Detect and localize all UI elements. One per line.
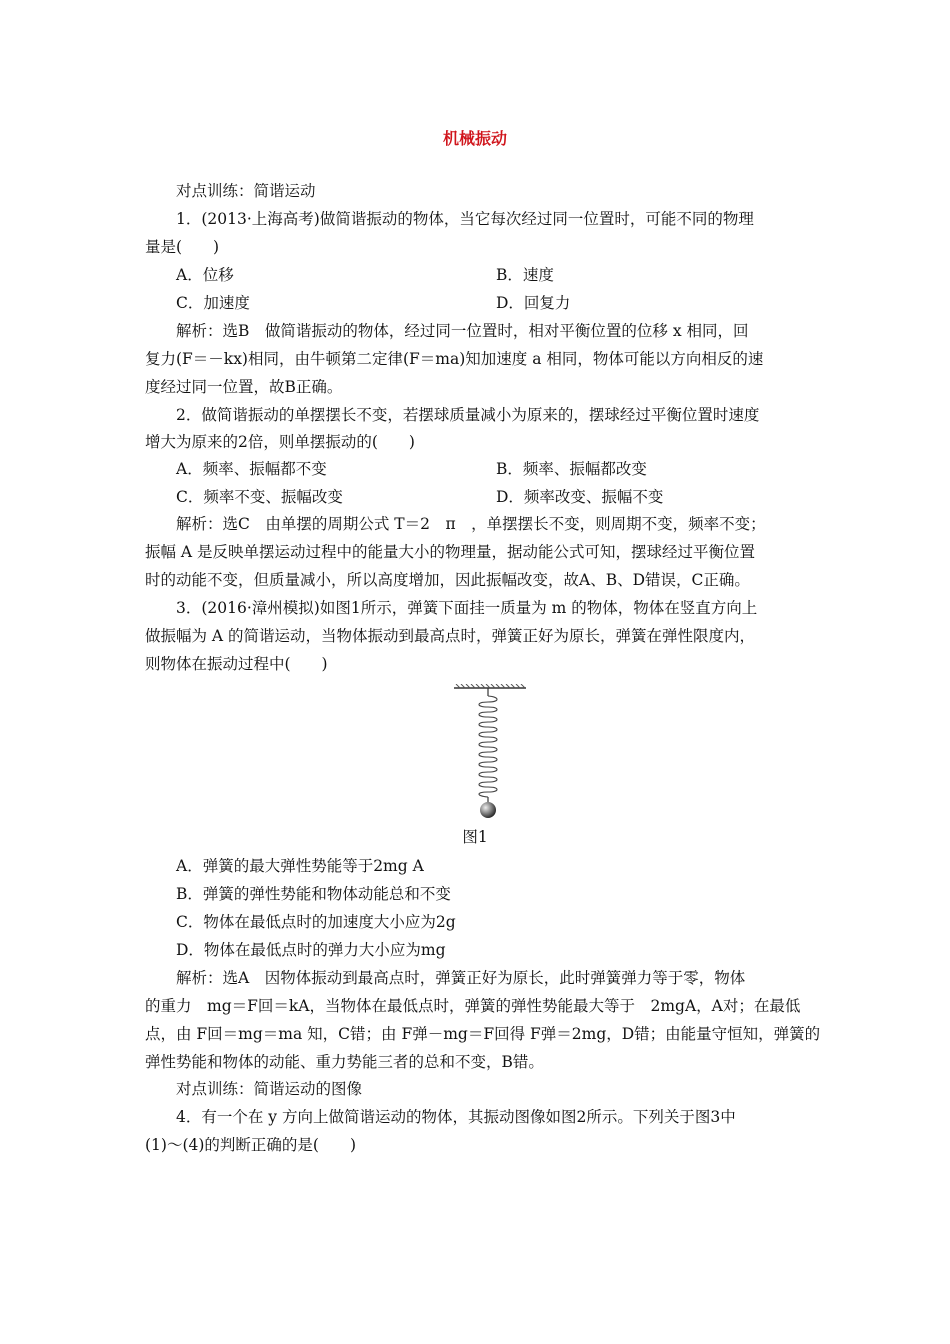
q1-stem-line1: 1．(2013·上海高考)做简谐振动的物体，当它每次经过同一位置时，可能不同的物理 (176, 210, 754, 228)
q2-stem-line2: 增大为原来的2倍，则单摆振动的( ) (145, 433, 415, 451)
q3-stem-line1: 3．(2016·漳州模拟)如图1所示，弹簧下面挂一质量为 m 的物体，物体在竖直方向上 (176, 599, 758, 617)
q3-solution-line3: 点，由 F回＝mg＝ma 知，C错；由 F弹－mg＝F回得 F弹＝2mg，D错；由能量守恒知，弹簧的 (145, 1025, 821, 1043)
q1-option-c: C．加速度 (176, 294, 250, 312)
q1-solution-line2: 复力(F＝－kx)相同，由牛顿第二定律(F＝ma)知加速度 a 相同，物体可能以方向相反的速 (145, 350, 764, 368)
q2-solution-line3: 时的动能不变，但质量减小，所以高度增加，因此振幅改变，故A、B、D错误，C正确。 (145, 571, 750, 589)
q2-option-c: C．频率不变、振幅改变 (176, 488, 343, 506)
q3-solution-line4: 弹性势能和物体的动能、重力势能三者的总和不变，B错。 (145, 1053, 544, 1071)
figure-caption: 图1 (462, 828, 488, 846)
q3-option-b: B．弹簧的弹性势能和物体动能总和不变 (176, 885, 451, 903)
q1-option-b: B．速度 (496, 266, 554, 284)
mass-ball (480, 802, 496, 818)
q2-solution-line2: 振幅 A 是反映单摆运动过程中的能量大小的物理量，据动能公式可知，摆球经过平衡位置 (145, 543, 756, 561)
q3-option-c: C．物体在最低点时的加速度大小应为2g (176, 913, 456, 931)
q4-stem-line2: (1)～(4)的判断正确的是( ) (145, 1136, 357, 1154)
q2-option-a: A．频率、振幅都不变 (176, 460, 327, 478)
q2-stem-line1: 2．做简谐振动的单摆摆长不变，若摆球质量减小为原来的，摆球经过平衡位置时速度 (176, 406, 760, 424)
spring-mass-figure (446, 684, 536, 824)
page-title: 机械振动 (442, 129, 507, 148)
q4-stem-line1: 4．有一个在 y 方向上做简谐运动的物体，其振动图像如图2所示。下列关于图3中 (176, 1108, 736, 1126)
section-heading: 对点训练：简谐运动 (176, 182, 316, 200)
q3-option-a: A．弹簧的最大弹性势能等于2mg A (176, 857, 424, 875)
spring-coil (479, 696, 497, 797)
q1-solution-line1: 解析：选B 做简谐振动的物体，经过同一位置时，相对平衡位置的位移 x 相同，回 (176, 322, 749, 340)
q3-solution-line2: 的重力 mg＝F回＝kA，当物体在最低点时，弹簧的弹性势能最大等于 2mgA，A对；在最低 (145, 997, 801, 1015)
section-heading-2: 对点训练：简谐运动的图像 (176, 1080, 363, 1098)
q3-stem-line3: 则物体在振动过程中( ) (145, 655, 328, 673)
q1-stem-line2: 量是( ) (145, 238, 220, 256)
ceiling-support (454, 684, 526, 688)
q2-solution-line1: 解析：选C 由单摆的周期公式 T＝2 π ，单摆摆长不变，则周期不变，频率不变； (176, 515, 766, 533)
q3-stem-line2: 做振幅为 A 的简谐运动，当物体振动到最高点时，弹簧正好为原长，弹簧在弹性限度内， (145, 627, 756, 645)
q2-option-d: D．频率改变、振幅不变 (496, 488, 664, 506)
q1-option-a: A．位移 (176, 266, 234, 284)
q2-option-b: B．频率、振幅都改变 (496, 460, 647, 478)
q1-solution-line3: 度经过同一位置，故B正确。 (145, 378, 343, 396)
q3-option-d: D．物体在最低点时的弹力大小应为mg (176, 941, 446, 959)
q1-option-d: D．回复力 (496, 294, 571, 312)
q3-solution-line1: 解析：选A 因物体振动到最高点时，弹簧正好为原长，此时弹簧弹力等于零，物体 (176, 969, 746, 987)
